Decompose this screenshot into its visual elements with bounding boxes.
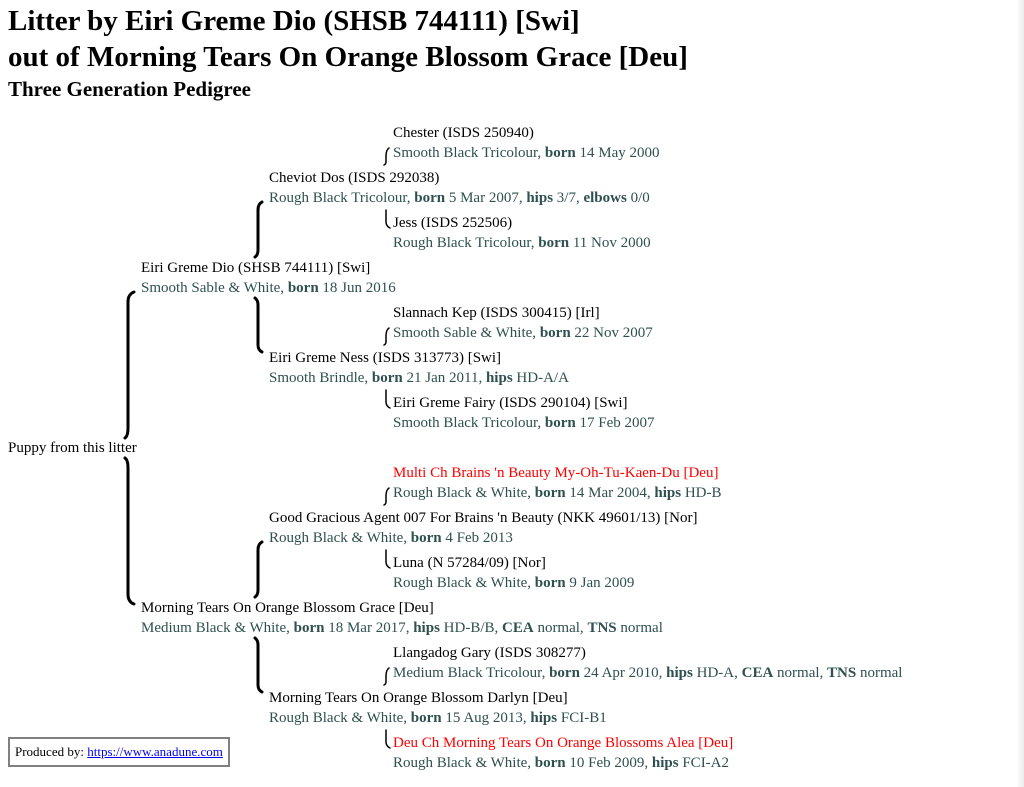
dog-name: Slannach Kep (ISDS 300415) [Irl] (393, 305, 600, 321)
dog-dam-sire-sire (393, 463, 722, 503)
dog-name: Morning Tears On Orange Blossom Darlyn [Deu] (269, 690, 568, 706)
dog-details: Rough Black Tricolour, born 11 Nov 2000 (393, 235, 651, 251)
dog-name: Multi Ch Brains 'n Beauty My-Oh-Tu-Kaen-Du [Deu] (393, 465, 719, 481)
hook-dam-sire-lower (386, 550, 390, 568)
dog-dam-sire (269, 508, 697, 548)
producer-label: Produced by: (15, 744, 84, 759)
dog-name: Chester (ISDS 250940) (393, 125, 534, 141)
hook-sire-dam-lower (386, 390, 390, 408)
dog-details: Medium Black & White, born 18 Mar 2017, hips HD-B/B, CEA normal, TNS normal (141, 620, 663, 636)
hook-dam-dam-upper (384, 668, 389, 685)
dog-details: Rough Black & White, born 15 Aug 2013, hips FCI-B1 (269, 710, 607, 726)
dog-name: Eiri Greme Ness (ISDS 313773) [Swi] (269, 350, 502, 366)
dog-dam-sire-dam (393, 553, 634, 593)
brace-sire-lower (255, 298, 262, 352)
dog-details: Rough Black & White, born 10 Feb 2009, hips FCI-A2 (393, 755, 730, 771)
dog-details: Medium Black Tricolour, born 24 Apr 2010, hips HD-A, CEA normal, TNS normal (393, 665, 903, 681)
dog-details: Rough Black & White, born 4 Feb 2013 (269, 530, 513, 546)
dog-details: Rough Black & White, born 14 Mar 2004, hips HD-B (393, 485, 722, 501)
page-title-line-2: out of Morning Tears On Orange Blossom Grace [Deu] (8, 41, 688, 73)
page-edge-shadow (1016, 0, 1024, 787)
dog-sire-sire-dam (393, 213, 651, 253)
dog-dam-dam (269, 688, 607, 728)
brace-puppy-lower (125, 458, 134, 604)
dog-details: Smooth Black Tricolour, born 14 May 2000 (393, 145, 660, 161)
brace-dam-upper (255, 542, 262, 597)
dog-dam (141, 598, 663, 638)
dog-name: Eiri Greme Dio (SHSB 744111) [Swi] (141, 260, 371, 276)
dog-sire-dam (269, 348, 569, 388)
dog-name: Morning Tears On Orange Blossom Grace [Deu] (141, 600, 434, 616)
dog-name: Llangadog Gary (ISDS 308277) (393, 645, 586, 661)
dog-details: Smooth Brindle, born 21 Jan 2011, hips HD-A/A (269, 370, 569, 386)
hook-sire-sire-lower (386, 210, 390, 228)
dog-sire-sire (269, 168, 650, 208)
dog-sire-sire-sire (393, 123, 660, 163)
hook-dam-sire-upper (384, 488, 389, 505)
dog-dam-dam-dam (393, 733, 733, 773)
hook-sire-dam-upper (384, 328, 389, 345)
dog-name: Good Gracious Agent 007 For Brains 'n Beauty (NKK 49601/13) [Nor] (269, 510, 698, 526)
producer-box (8, 737, 230, 767)
dog-name: Jess (ISDS 252506) (393, 215, 513, 231)
dog-details: Rough Black & White, born 9 Jan 2009 (393, 575, 635, 591)
dog-details: Smooth Black Tricolour, born 17 Feb 2007 (393, 415, 655, 431)
dog-name: Cheviot Dos (ISDS 292038) (269, 170, 440, 186)
dog-sire-dam-dam (393, 393, 655, 433)
dog-sire (141, 258, 396, 298)
brace-puppy-upper (125, 292, 134, 438)
brace-dam-lower (255, 638, 262, 692)
hook-sire-sire-upper (384, 148, 389, 165)
dog-name: Eiri Greme Fairy (ISDS 290104) [Swi] (393, 395, 628, 411)
producer-link[interactable]: https://www.anadune.com (87, 744, 223, 759)
dog-sire-dam-sire (393, 303, 653, 343)
dog-details: Smooth Sable & White, born 22 Nov 2007 (393, 325, 653, 341)
brace-sire-upper (255, 202, 262, 257)
dog-details: Rough Black Tricolour, born 5 Mar 2007, hips 3/7, elbows 0/0 (269, 190, 650, 206)
hook-dam-dam-lower (386, 730, 390, 748)
puppy-label: Puppy from this litter (8, 440, 137, 456)
dog-name: Deu Ch Morning Tears On Orange Blossoms Alea [Deu] (393, 735, 734, 751)
dog-details: Smooth Sable & White, born 18 Jun 2016 (141, 280, 396, 296)
dog-dam-dam-sire (393, 643, 902, 683)
dog-name: Luna (N 57284/09) [Nor] (393, 555, 546, 571)
page-subtitle: Three Generation Pedigree (8, 77, 251, 101)
page-title-line-1: Litter by Eiri Greme Dio (SHSB 744111) [Swi] (8, 5, 580, 37)
